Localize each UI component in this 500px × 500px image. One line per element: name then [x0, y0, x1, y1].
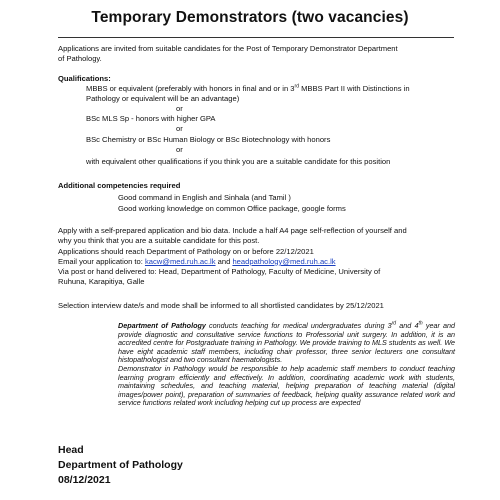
intro-line-1: Applications are invited from suitable candidates for the Post of Temporary Demonstrator Department — [58, 44, 398, 53]
selection-notice: Selection interview date/s and mode shall be informed to all shortlisted candidates by 25/12/2021 — [58, 301, 384, 310]
email-link-kacw[interactable]: kacw@med.ruh.ac.lk — [144, 257, 216, 266]
title-divider — [58, 37, 454, 38]
qualification-1-line-2: Pathology or equivalent will be an advantage) — [86, 94, 240, 103]
qualification-4: with equivalent other qualifications if you think you are a suitable candidate for this position — [86, 157, 391, 166]
or-separator-1: or — [176, 104, 183, 113]
competencies-heading: Additional competencies required — [58, 181, 181, 190]
deadline-line: Applications should reach Department of Pathology on or before 22/12/2021 — [58, 247, 314, 256]
page-title: Temporary Demonstrators (two vacancies) — [91, 9, 409, 26]
email-link-head[interactable]: headpathology@med.ruh.ac.lk — [232, 257, 336, 266]
competency-item: Good working knowledge on common Office package, google forms — [118, 204, 346, 213]
competency-item: Good command in English and Sinhala (and Tamil ) — [118, 193, 291, 202]
post-address-line-1: Via post or hand delivered to: Head, Department of Pathology, Faculty of Medicine, University of — [58, 267, 381, 276]
email-line: Email your application to: kacw@med.ruh.ac.lk and headpathology@med.ruh.ac.lk — [58, 257, 336, 266]
signature-date: 08/12/2021 — [58, 474, 111, 486]
demonstrator-responsibilities: Demonstrator in Pathology would be responsible to help academic staff members to conduct teaching learning program efficiently and effectively. In addition, coordinating academic work with students, maintaining schedules, and teaching material, helping preparation of teaching material (digital images/power point), preparation of summaries of feedback, helping quality assurance related work and service functions related work including helping cut up process are expected — [118, 363, 455, 408]
signature-department: Department of Pathology — [58, 459, 183, 471]
intro-line-2: of Pathology. — [58, 54, 102, 63]
qualification-3: BSc Chemistry or BSc Human Biology or BSc Biotechnology with honors — [86, 135, 331, 144]
apply-line-1: Apply with a self-prepared application and bio data. Include a half A4 page self-reflection of yourself and — [58, 226, 407, 235]
or-separator-3: or — [176, 145, 183, 154]
signature-head: Head — [58, 444, 84, 456]
apply-line-2: why you think that you are a suitable candidate for this post. — [58, 236, 260, 245]
department-description — [118, 322, 455, 408]
qualification-1-line-1: MBBS or equivalent (preferably with honors in final and or in 3rd MBBS Part II with Distinctions in — [86, 83, 410, 93]
department-description-p1: Department of Pathology conducts teaching for medical undergraduates during 3rd and 4th year and provide diagnostic and consultative service functions to Professorial unit surgery. In addition, it is an accredited centre for Postgraduate training in Pathology. We provide training to MLS students as well. We have eight academic staff members, including chair professor, three senior lecturers one consultant histopathologist and two consultant haematologists. — [118, 320, 456, 365]
post-address-line-2: Ruhuna, Karapitiya, Galle — [58, 277, 145, 286]
qualification-2: BSc MLS Sp - honors with higher GPA — [86, 114, 216, 123]
or-separator-2: or — [176, 124, 183, 133]
qualifications-heading: Qualifications: — [58, 74, 111, 83]
